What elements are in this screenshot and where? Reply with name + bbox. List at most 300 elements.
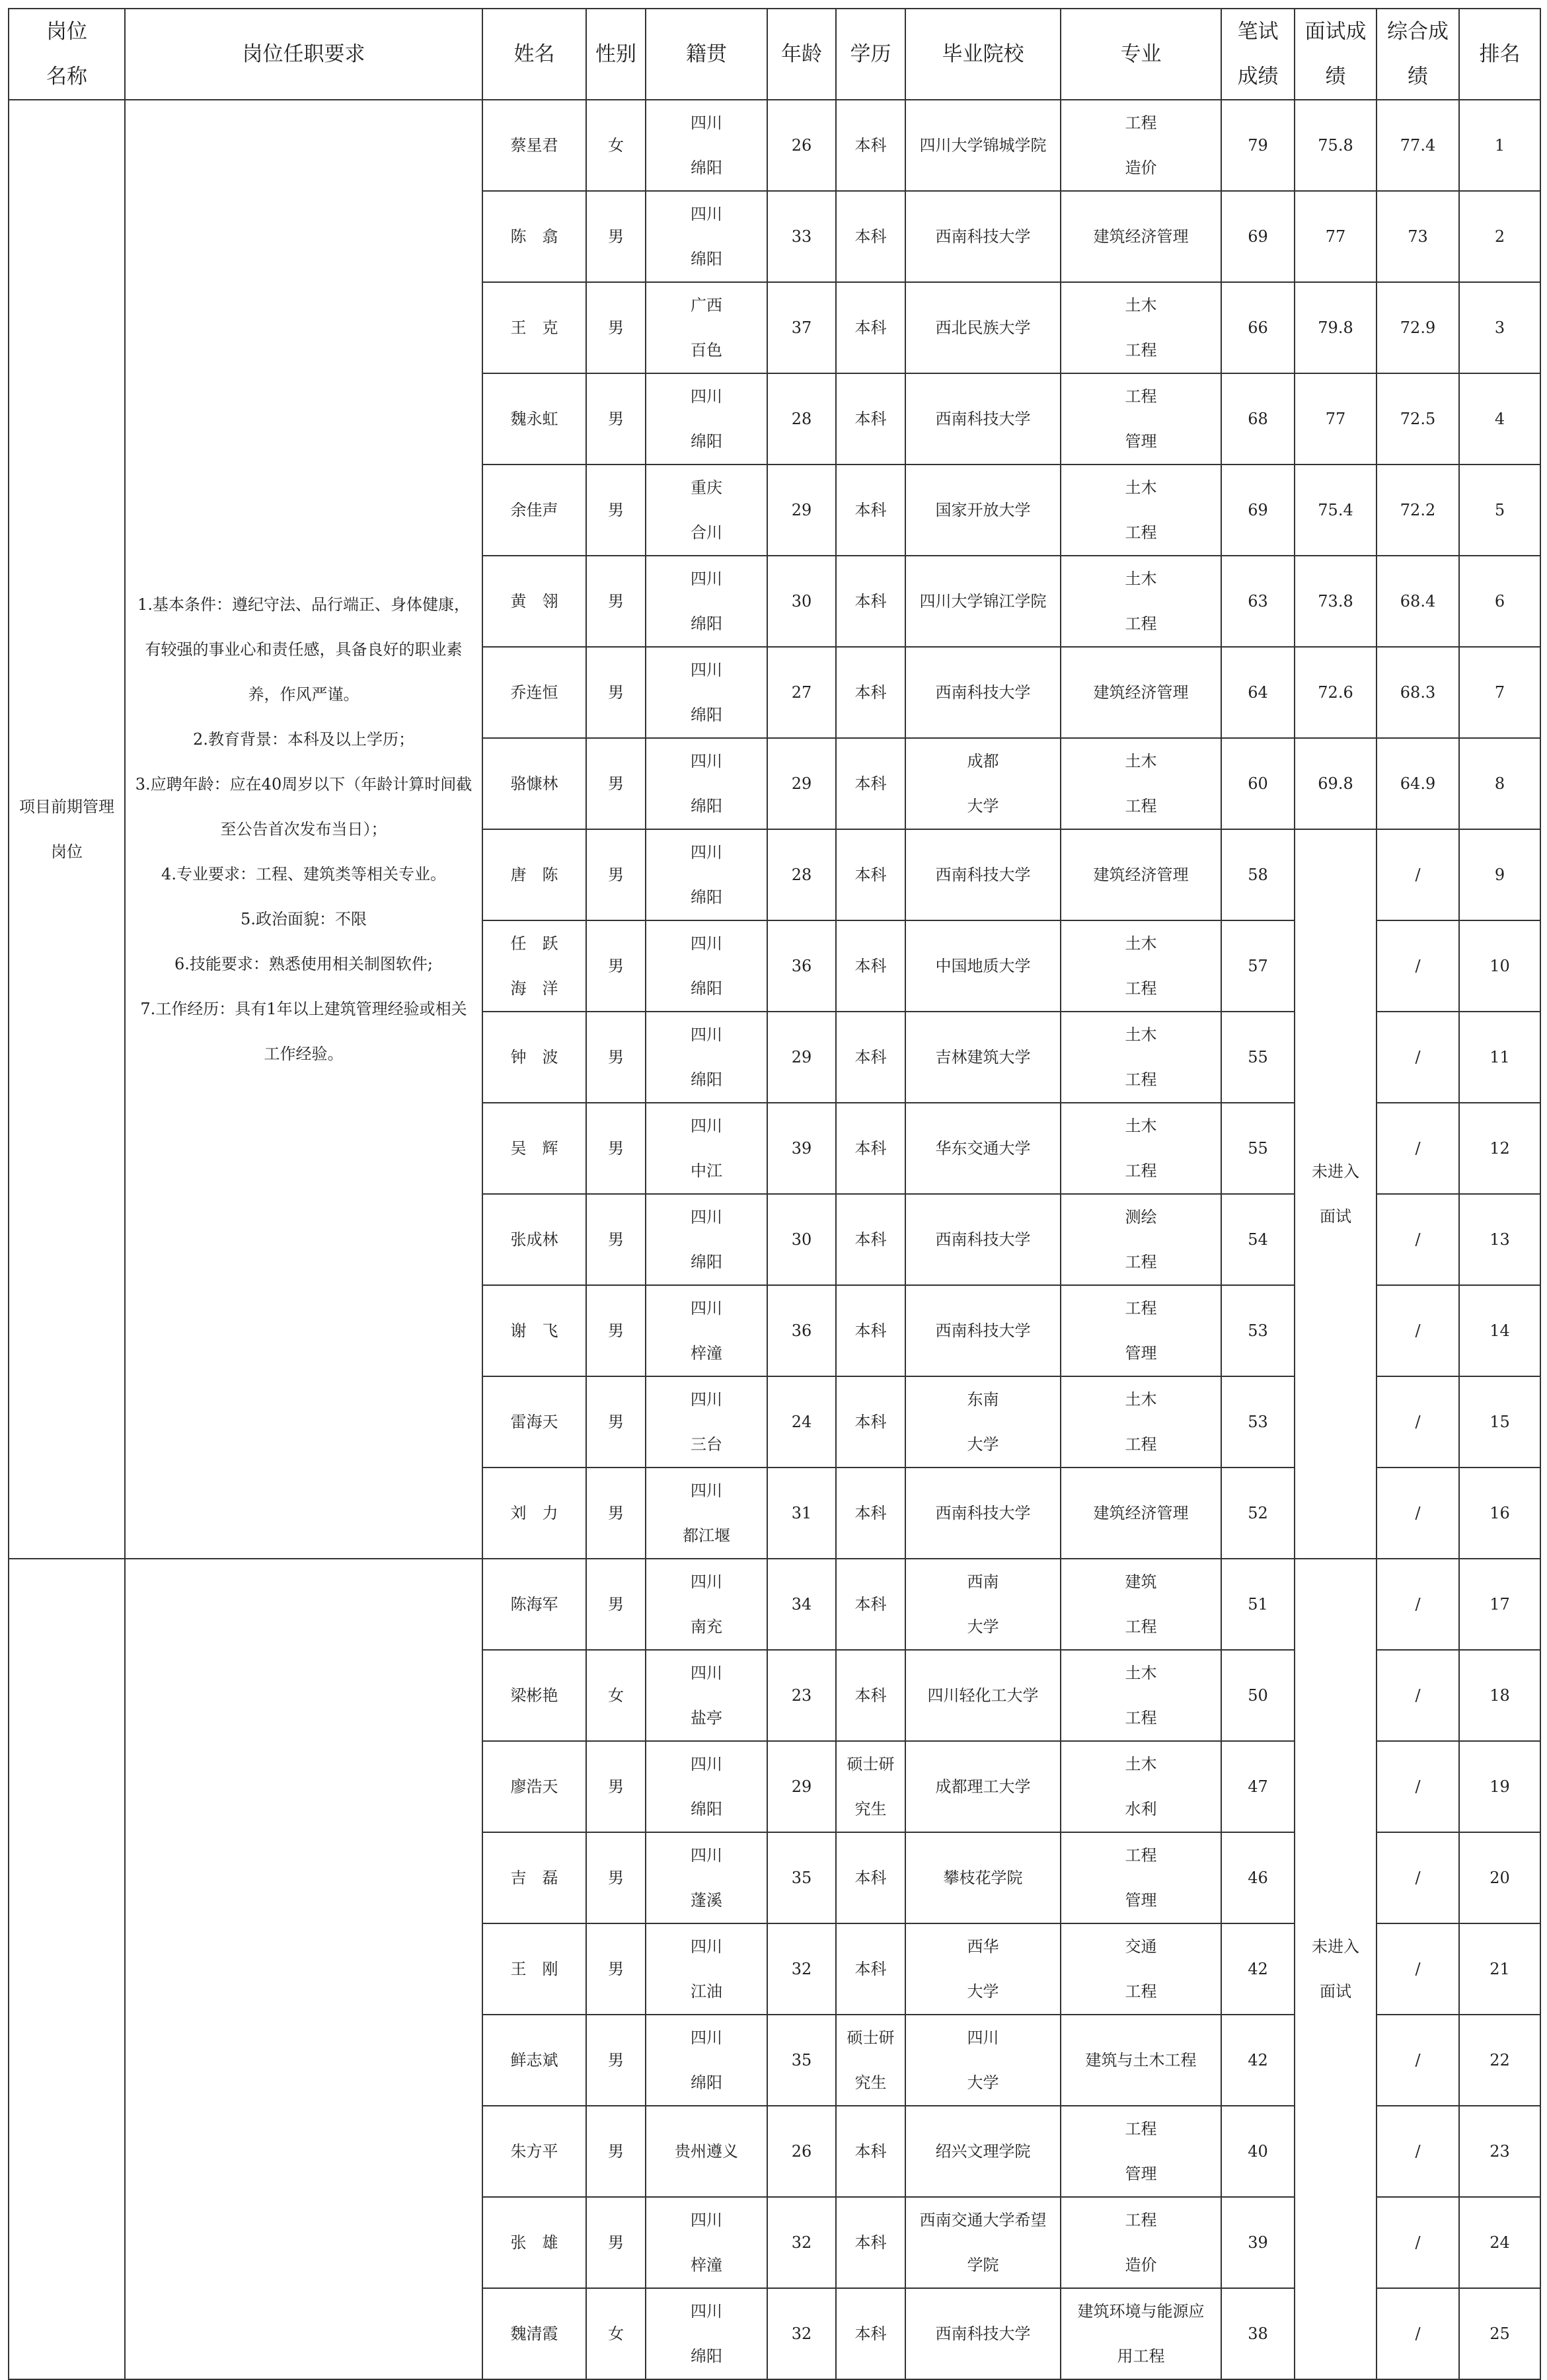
results-table-body — [9, 100, 1540, 2379]
school-cell-line: 西南 — [967, 1573, 999, 1591]
origin-cell-line: 合川 — [691, 523, 722, 542]
origin-cell — [646, 1376, 767, 1468]
major-cell — [1061, 2015, 1221, 2106]
education-cell — [836, 1650, 905, 1741]
requirement-line: 3.应聘年龄：应在40周岁以下（年龄计算时间截 — [135, 775, 472, 794]
education-cell-line: 本科 — [854, 2233, 887, 2252]
written-score-cell: 42 — [1221, 2015, 1295, 2106]
rank-cell: 6 — [1459, 556, 1540, 647]
education-cell-line: 硕士研 — [847, 1755, 895, 1773]
education-cell-line: 本科 — [854, 501, 887, 519]
total-score-cell: / — [1377, 920, 1459, 1012]
age-cell: 35 — [767, 2015, 836, 2106]
origin-cell-line: 四川 — [691, 1299, 722, 1318]
rank-cell: 22 — [1459, 2015, 1540, 2106]
requirement-line: 工作经验。 — [264, 1045, 344, 1063]
total-score-cell: / — [1377, 2015, 1459, 2106]
age-cell: 30 — [767, 556, 836, 647]
gender-cell: 男 — [586, 191, 646, 282]
requirement-line: 7.工作经历：具有1年以上建筑管理经验或相关 — [140, 1000, 467, 1018]
major-cell-line: 交通 — [1125, 1937, 1157, 1956]
rank-cell: 9 — [1459, 829, 1540, 920]
rank-cell: 7 — [1459, 647, 1540, 738]
origin-cell-line: 绵阳 — [691, 706, 722, 724]
gender-cell: 男 — [586, 2106, 646, 2197]
name-cell-line: 陈海军 — [510, 1595, 558, 1614]
interview-score-cell: 79.8 — [1295, 282, 1377, 373]
col-header-education: 学历 — [836, 9, 905, 100]
name-cell-line: 谢 飞 — [510, 1321, 558, 1340]
col-header-written-score — [1221, 9, 1295, 100]
origin-cell-line: 百色 — [691, 341, 722, 359]
school-cell-line: 西南科技大学 — [935, 866, 1031, 884]
age-cell: 29 — [767, 1012, 836, 1103]
col-header-interview-line: 绩 — [1325, 65, 1346, 89]
rank-cell: 8 — [1459, 738, 1540, 829]
name-cell — [482, 2015, 586, 2106]
total-score-cell: / — [1377, 2197, 1459, 2288]
major-cell-line: 土木 — [1125, 752, 1157, 770]
age-cell: 31 — [767, 1468, 836, 1559]
not-interviewed-cell-line: 面试 — [1320, 1982, 1351, 2001]
name-cell — [482, 1832, 586, 1923]
col-header-job-line: 岗位 — [46, 20, 87, 44]
origin-cell-line: 四川 — [691, 1846, 722, 1865]
requirement-line: 4.专业要求：工程、建筑类等相关专业。 — [161, 865, 446, 883]
school-cell — [905, 1103, 1061, 1194]
age-cell: 28 — [767, 829, 836, 920]
school-cell-line: 西南科技大学 — [935, 227, 1031, 246]
school-cell-line: 吉林建筑大学 — [935, 1048, 1031, 1066]
major-cell-line: 土木 — [1125, 1025, 1157, 1044]
age-cell: 29 — [767, 465, 836, 556]
gender-cell: 男 — [586, 556, 646, 647]
school-cell — [905, 1923, 1061, 2015]
major-cell — [1061, 1559, 1221, 1650]
written-score-cell: 52 — [1221, 1468, 1295, 1559]
gender-cell: 男 — [586, 1103, 646, 1194]
gender-cell: 女 — [586, 1650, 646, 1741]
origin-cell-line: 盐亭 — [691, 1709, 722, 1727]
written-score-cell: 42 — [1221, 1923, 1295, 2015]
age-cell: 26 — [767, 2106, 836, 2197]
name-cell-line: 朱方平 — [510, 2142, 558, 2161]
origin-cell — [646, 1923, 767, 2015]
written-score-cell: 69 — [1221, 191, 1295, 282]
education-cell-line: 本科 — [854, 1321, 887, 1340]
major-cell — [1061, 1832, 1221, 1923]
age-cell: 37 — [767, 282, 836, 373]
major-cell-line: 建筑 — [1125, 1573, 1157, 1591]
origin-cell — [646, 1103, 767, 1194]
results-table-container — [8, 8, 1540, 2365]
col-header-total-line: 综合成 — [1387, 20, 1449, 44]
name-cell — [482, 1559, 586, 1650]
major-cell-line: 管理 — [1125, 432, 1157, 451]
education-cell — [836, 1103, 905, 1194]
major-cell — [1061, 920, 1221, 1012]
origin-cell-line: 江油 — [691, 1982, 722, 2001]
rank-cell: 18 — [1459, 1650, 1540, 1741]
name-cell-line: 廖浩天 — [510, 1777, 558, 1796]
gender-cell: 男 — [586, 1559, 646, 1650]
school-cell — [905, 191, 1061, 282]
total-score-cell: / — [1377, 2106, 1459, 2197]
origin-cell — [646, 1741, 767, 1832]
education-cell-line: 本科 — [854, 1230, 887, 1249]
rank-cell: 11 — [1459, 1012, 1540, 1103]
origin-cell-line: 四川 — [691, 2302, 722, 2321]
major-cell-line: 工程 — [1125, 387, 1157, 406]
interview-score-cell: 75.4 — [1295, 465, 1377, 556]
age-cell: 24 — [767, 1376, 836, 1468]
origin-cell-line: 都江堰 — [683, 1526, 730, 1545]
interview-score-cell: 75.8 — [1295, 100, 1377, 191]
origin-cell — [646, 920, 767, 1012]
col-header-name: 姓名 — [482, 9, 586, 100]
school-cell-line: 国家开放大学 — [935, 501, 1031, 519]
written-score-cell: 53 — [1221, 1376, 1295, 1468]
total-score-cell: / — [1377, 1376, 1459, 1468]
name-cell-line: 魏清霞 — [510, 2324, 558, 2343]
education-cell — [836, 1741, 905, 1832]
name-cell-line: 黄 翎 — [510, 592, 558, 611]
name-cell — [482, 100, 586, 191]
total-score-cell: 72.5 — [1377, 373, 1459, 465]
col-header-total-score — [1377, 9, 1459, 100]
name-cell — [482, 1012, 586, 1103]
age-cell: 36 — [767, 1285, 836, 1376]
major-cell-line: 工程 — [1125, 2211, 1157, 2229]
name-cell — [482, 1103, 586, 1194]
written-score-cell: 69 — [1221, 465, 1295, 556]
school-cell-line: 西南科技大学 — [935, 1321, 1031, 1340]
name-cell-line: 骆慷林 — [510, 774, 558, 793]
age-cell: 36 — [767, 920, 836, 1012]
gender-cell: 男 — [586, 1285, 646, 1376]
origin-cell-line: 四川 — [691, 1937, 722, 1956]
total-score-cell: / — [1377, 1012, 1459, 1103]
major-cell-line: 水利 — [1125, 1800, 1157, 1818]
gender-cell: 男 — [586, 1832, 646, 1923]
school-cell-line: 西北民族大学 — [935, 318, 1031, 337]
name-cell-line: 吴 辉 — [510, 1139, 558, 1158]
age-cell: 27 — [767, 647, 836, 738]
origin-cell — [646, 556, 767, 647]
total-score-cell: / — [1377, 1923, 1459, 2015]
col-header-total-line: 绩 — [1408, 65, 1428, 89]
education-cell-line: 本科 — [854, 318, 887, 337]
major-cell-line: 土木 — [1125, 1117, 1157, 1135]
major-cell — [1061, 1285, 1221, 1376]
origin-cell — [646, 1285, 767, 1376]
written-score-cell: 50 — [1221, 1650, 1295, 1741]
written-score-cell: 40 — [1221, 2106, 1295, 2197]
written-score-cell: 68 — [1221, 373, 1295, 465]
education-cell — [836, 465, 905, 556]
education-cell — [836, 1012, 905, 1103]
gender-cell: 女 — [586, 2288, 646, 2379]
major-cell — [1061, 2197, 1221, 2288]
name-cell-line: 余佳声 — [510, 501, 558, 519]
origin-cell-line: 四川 — [691, 1573, 722, 1591]
not-interviewed-cell-line: 未进入 — [1312, 1937, 1359, 1956]
name-cell — [482, 465, 586, 556]
major-cell-line: 工程 — [1125, 1162, 1157, 1180]
origin-cell-line: 四川 — [691, 934, 722, 953]
school-cell-line: 四川大学锦城学院 — [919, 136, 1047, 155]
written-score-cell: 47 — [1221, 1741, 1295, 1832]
school-cell — [905, 829, 1061, 920]
education-cell-line: 究生 — [854, 2073, 887, 2092]
origin-cell — [646, 829, 767, 920]
major-cell-line: 工程 — [1125, 797, 1157, 815]
total-score-cell: / — [1377, 1194, 1459, 1285]
gender-cell: 男 — [586, 829, 646, 920]
school-cell-line: 四川 — [967, 2028, 999, 2047]
origin-cell-line: 梓潼 — [691, 1344, 722, 1362]
origin-cell-line: 绵阳 — [691, 1800, 722, 1818]
origin-cell — [646, 2197, 767, 2288]
school-cell — [905, 2197, 1061, 2288]
origin-cell — [646, 2106, 767, 2197]
rank-cell: 5 — [1459, 465, 1540, 556]
rank-cell: 3 — [1459, 282, 1540, 373]
education-cell-line: 本科 — [854, 1869, 887, 1887]
col-header-interview-score — [1295, 9, 1377, 100]
school-cell-line: 四川大学锦江学院 — [919, 592, 1047, 611]
major-cell — [1061, 1194, 1221, 1285]
rank-cell: 13 — [1459, 1194, 1540, 1285]
major-cell-line: 建筑与土木工程 — [1085, 2051, 1197, 2069]
major-cell-line: 管理 — [1125, 1891, 1157, 1910]
school-cell — [905, 282, 1061, 373]
major-cell-line: 建筑环境与能源应 — [1077, 2302, 1205, 2321]
education-cell-line: 本科 — [854, 866, 887, 884]
education-cell — [836, 100, 905, 191]
gender-cell: 男 — [586, 1376, 646, 1468]
school-cell — [905, 2106, 1061, 2197]
origin-cell — [646, 465, 767, 556]
header-row — [9, 9, 1540, 100]
major-cell-line: 土木 — [1125, 478, 1157, 497]
school-cell — [905, 920, 1061, 1012]
written-score-cell: 66 — [1221, 282, 1295, 373]
major-cell — [1061, 282, 1221, 373]
age-cell: 34 — [767, 1559, 836, 1650]
school-cell-line: 西南科技大学 — [935, 683, 1031, 702]
major-cell-line: 土木 — [1125, 296, 1157, 315]
origin-cell-line: 四川 — [691, 661, 722, 679]
major-cell-line: 用工程 — [1117, 2347, 1165, 2365]
name-cell — [482, 920, 586, 1012]
major-cell-line: 工程 — [1125, 1253, 1157, 1271]
major-cell-line: 建筑经济管理 — [1093, 683, 1189, 702]
major-cell-line: 土木 — [1125, 1390, 1157, 1409]
major-cell-line: 土木 — [1125, 1755, 1157, 1773]
col-header-age: 年龄 — [767, 9, 836, 100]
name-cell — [482, 1741, 586, 1832]
table-row — [9, 100, 1540, 191]
total-score-cell: / — [1377, 1559, 1459, 1650]
education-cell-line: 本科 — [854, 410, 887, 428]
education-cell-line: 硕士研 — [847, 2028, 895, 2047]
origin-cell-line: 四川 — [691, 1664, 722, 1682]
name-cell-line: 唐 陈 — [510, 866, 558, 884]
age-cell: 29 — [767, 1741, 836, 1832]
education-cell — [836, 738, 905, 829]
total-score-cell: / — [1377, 1468, 1459, 1559]
total-score-cell: / — [1377, 829, 1459, 920]
origin-cell-line: 四川 — [691, 2211, 722, 2229]
origin-cell-line: 四川 — [691, 114, 722, 132]
not-interviewed-cell — [1295, 829, 1377, 1559]
school-cell-line: 成都理工大学 — [935, 1777, 1031, 1796]
education-cell-line: 本科 — [854, 1504, 887, 1522]
age-cell: 26 — [767, 100, 836, 191]
education-cell — [836, 1832, 905, 1923]
education-cell — [836, 920, 905, 1012]
major-cell — [1061, 100, 1221, 191]
written-score-cell: 79 — [1221, 100, 1295, 191]
total-score-cell: / — [1377, 1650, 1459, 1741]
origin-cell — [646, 1650, 767, 1741]
origin-cell-line: 绵阳 — [691, 888, 722, 907]
written-score-cell: 60 — [1221, 738, 1295, 829]
school-cell-line: 华东交通大学 — [935, 1139, 1031, 1158]
name-cell-line: 鲜志斌 — [510, 2051, 558, 2069]
education-cell-line: 本科 — [854, 1048, 887, 1066]
major-cell-line: 建筑经济管理 — [1093, 227, 1189, 246]
rank-cell: 23 — [1459, 2106, 1540, 2197]
school-cell-line: 绍兴文理学院 — [935, 2142, 1031, 2161]
gender-cell: 女 — [586, 100, 646, 191]
name-cell-line: 海 洋 — [510, 979, 558, 998]
gender-cell: 男 — [586, 1741, 646, 1832]
education-cell-line: 本科 — [854, 1595, 887, 1614]
total-score-cell: 68.4 — [1377, 556, 1459, 647]
origin-cell — [646, 1194, 767, 1285]
origin-cell-line: 贵州遵义 — [675, 2142, 738, 2161]
school-cell — [905, 1012, 1061, 1103]
written-score-cell: 63 — [1221, 556, 1295, 647]
origin-cell — [646, 2015, 767, 2106]
origin-cell — [646, 373, 767, 465]
col-header-job-name — [9, 9, 125, 100]
major-cell-line: 土木 — [1125, 570, 1157, 588]
written-score-cell: 55 — [1221, 1103, 1295, 1194]
school-cell-line: 大学 — [967, 1435, 999, 1454]
school-cell — [905, 556, 1061, 647]
origin-cell-line: 重庆 — [691, 478, 722, 497]
rank-cell: 15 — [1459, 1376, 1540, 1468]
education-cell — [836, 647, 905, 738]
education-cell-line: 本科 — [854, 227, 887, 246]
gender-cell: 男 — [586, 2015, 646, 2106]
age-cell: 35 — [767, 1832, 836, 1923]
age-cell: 28 — [767, 373, 836, 465]
age-cell: 32 — [767, 2197, 836, 2288]
age-cell: 29 — [767, 738, 836, 829]
education-cell-line: 本科 — [854, 1139, 887, 1158]
major-cell-line: 工程 — [1125, 1846, 1157, 1865]
name-cell — [482, 829, 586, 920]
major-cell — [1061, 829, 1221, 920]
education-cell — [836, 829, 905, 920]
major-cell — [1061, 647, 1221, 738]
major-cell — [1061, 191, 1221, 282]
rank-cell: 4 — [1459, 373, 1540, 465]
name-cell — [482, 1285, 586, 1376]
origin-cell-line: 广西 — [691, 296, 722, 315]
name-cell-line: 钟 波 — [510, 1048, 558, 1066]
major-cell-line: 工程 — [1125, 1709, 1157, 1727]
education-cell-line: 本科 — [854, 2324, 887, 2343]
not-interviewed-cell — [1295, 1559, 1377, 2379]
total-score-cell: / — [1377, 2288, 1459, 2379]
school-cell-line: 大学 — [967, 1618, 999, 1636]
school-cell-line: 大学 — [967, 797, 999, 815]
name-cell — [482, 1376, 586, 1468]
major-cell-line: 工程 — [1125, 114, 1157, 132]
name-cell-line: 蔡星君 — [510, 136, 558, 155]
education-cell-line: 本科 — [854, 774, 887, 793]
major-cell-line: 土木 — [1125, 1664, 1157, 1682]
major-cell-line: 测绘 — [1125, 1208, 1157, 1226]
written-score-cell: 53 — [1221, 1285, 1295, 1376]
school-cell — [905, 1194, 1061, 1285]
major-cell — [1061, 1468, 1221, 1559]
school-cell-line: 攀枝花学院 — [943, 1869, 1023, 1887]
gender-cell: 男 — [586, 738, 646, 829]
written-score-cell: 58 — [1221, 829, 1295, 920]
origin-cell — [646, 191, 767, 282]
major-cell-line: 工程 — [1125, 2120, 1157, 2138]
name-cell — [482, 2106, 586, 2197]
school-cell — [905, 465, 1061, 556]
total-score-cell: 73 — [1377, 191, 1459, 282]
age-cell: 39 — [767, 1103, 836, 1194]
school-cell — [905, 1376, 1061, 1468]
education-cell — [836, 282, 905, 373]
job-name-cell — [9, 100, 125, 1559]
name-cell — [482, 1650, 586, 1741]
school-cell-line: 西南交通大学希望 — [919, 2211, 1047, 2229]
origin-cell — [646, 738, 767, 829]
col-header-requirements: 岗位任职要求 — [125, 9, 482, 100]
major-cell-line: 造价 — [1125, 2256, 1157, 2274]
major-cell-line: 工程 — [1125, 1982, 1157, 2001]
origin-cell-line: 中江 — [691, 1162, 722, 1180]
education-cell-line: 本科 — [854, 136, 887, 155]
major-cell — [1061, 556, 1221, 647]
name-cell — [482, 191, 586, 282]
major-cell — [1061, 738, 1221, 829]
major-cell-line: 管理 — [1125, 2165, 1157, 2183]
name-cell — [482, 738, 586, 829]
origin-cell-line: 四川 — [691, 1025, 722, 1044]
name-cell — [482, 556, 586, 647]
origin-cell — [646, 2288, 767, 2379]
name-cell-line: 雷海天 — [510, 1413, 558, 1431]
requirement-line: 5.政治面貌：不限 — [241, 910, 367, 928]
gender-cell: 男 — [586, 1012, 646, 1103]
rank-cell: 1 — [1459, 100, 1540, 191]
name-cell — [482, 647, 586, 738]
gender-cell: 男 — [586, 647, 646, 738]
origin-cell — [646, 100, 767, 191]
rank-cell: 17 — [1459, 1559, 1540, 1650]
